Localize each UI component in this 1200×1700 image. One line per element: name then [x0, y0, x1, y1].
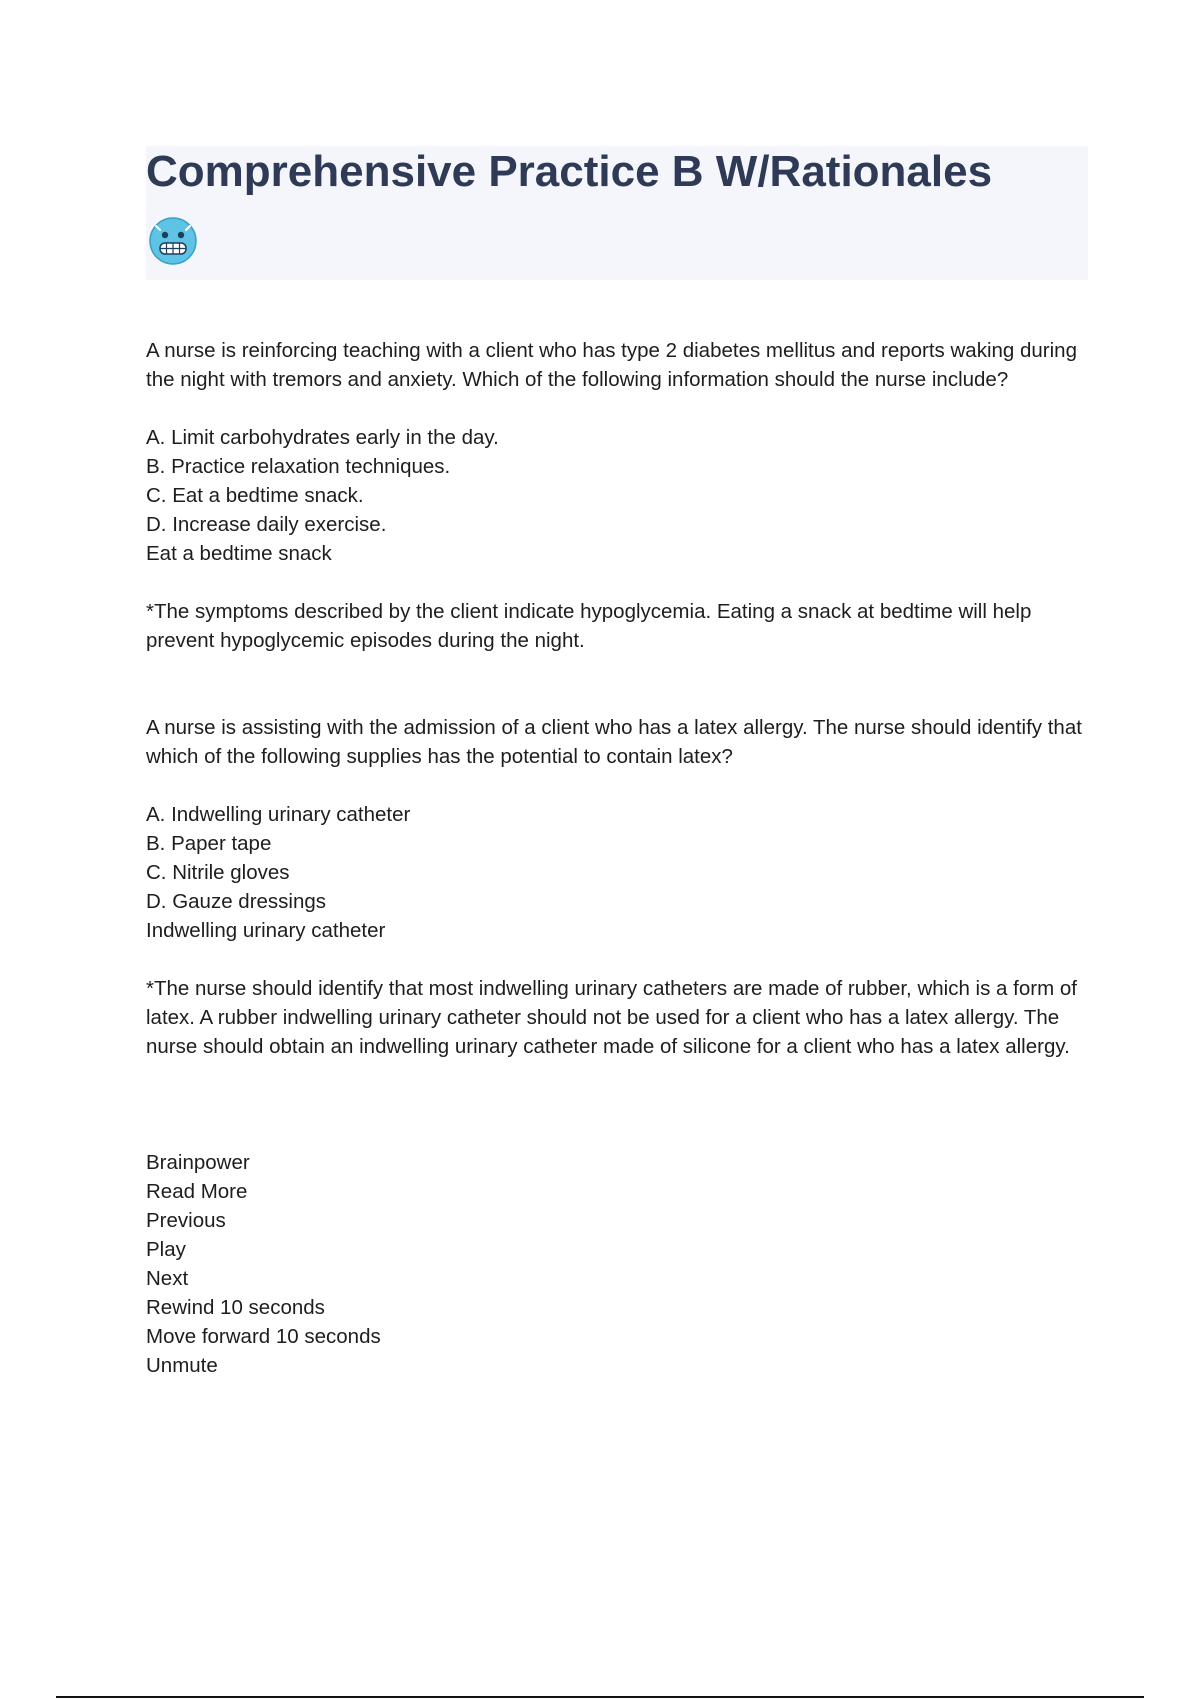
question-stem: A nurse is reinforcing teaching with a client who has type 2 diabetes mellitus and reports waking during the night with tremors and anxiety. Which of the following information should the nurse include?	[146, 339, 1077, 391]
answer-option: B. Practice relaxation techniques.	[146, 455, 451, 478]
brainpower-link[interactable]: Brainpower	[146, 1151, 250, 1174]
correct-answer: Eat a bedtime snack	[146, 542, 332, 565]
answer-option: A. Indwelling urinary catheter	[146, 803, 411, 826]
page-title: Comprehensive Practice B W/Rationales	[146, 147, 993, 196]
question-stem: A nurse is assisting with the admission of a client who has a latex allergy. The nurse should identify that which of the following supplies has the potential to contain latex?	[146, 716, 1082, 768]
rewind-button[interactable]: Rewind 10 seconds	[146, 1296, 325, 1319]
answer-option: D. Increase daily exercise.	[146, 513, 387, 536]
title-block	[146, 146, 1088, 280]
correct-answer: Indwelling urinary catheter	[146, 919, 386, 942]
answer-option: D. Gauze dressings	[146, 890, 327, 913]
question-2	[146, 713, 1096, 1061]
answer-option: C. Eat a bedtime snack.	[146, 484, 364, 507]
forward-button[interactable]: Move forward 10 seconds	[146, 1325, 381, 1348]
rationale: *The nurse should identify that most indwelling urinary catheters are made of rubber, which is a form of latex. A rubber indwelling urinary catheter should not be used for a client who has a latex allergy. The nurse should obtain an indwelling urinary catheter made of silicone for a client who has a latex allergy.	[146, 977, 1077, 1058]
answer-option: B. Paper tape	[146, 832, 272, 855]
previous-button[interactable]: Previous	[146, 1209, 226, 1232]
document-content	[146, 336, 1096, 1380]
question-1	[146, 336, 1096, 655]
read-more-link[interactable]: Read More	[146, 1180, 248, 1203]
answer-option: A. Limit carbohydrates early in the day.	[146, 426, 499, 449]
answer-option: C. Nitrile gloves	[146, 861, 290, 884]
rationale: *The symptoms described by the client indicate hypoglycemia. Eating a snack at bedtime will help prevent hypoglycemic episodes during the night.	[146, 600, 1032, 652]
player-controls	[146, 1148, 1096, 1380]
footer-divider	[56, 1696, 1144, 1698]
grimacing-cold-face-emoji-icon	[148, 216, 198, 266]
unmute-button[interactable]: Unmute	[146, 1354, 218, 1377]
play-button[interactable]: Play	[146, 1238, 186, 1261]
next-button[interactable]: Next	[146, 1267, 189, 1290]
